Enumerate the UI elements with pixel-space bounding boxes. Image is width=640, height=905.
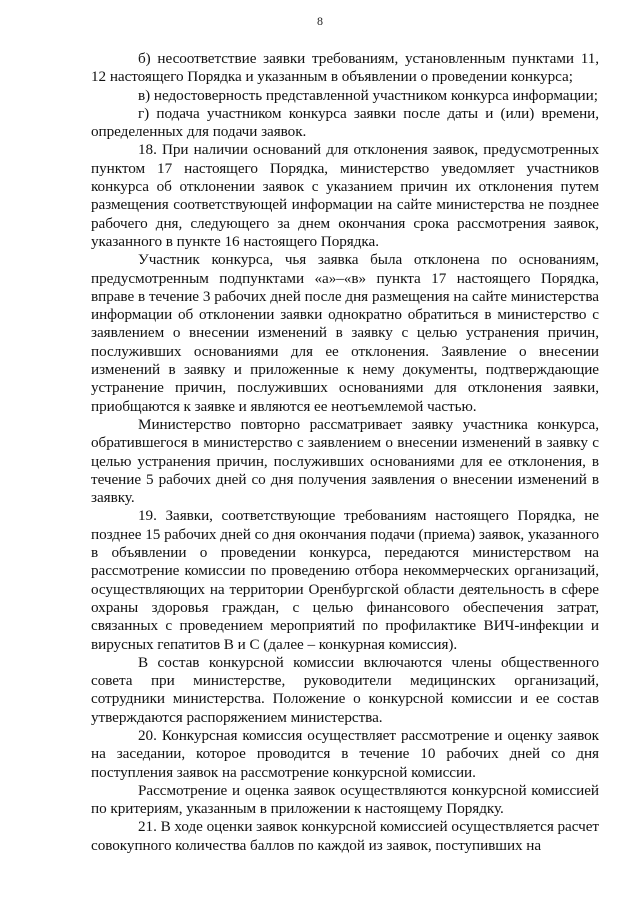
paragraph: г) подача участником конкурса заявки после даты и (или) времени, определенных для подачи заявок. [91, 104, 599, 141]
paragraph: в) недостоверность представленной участником конкурса информации; [138, 86, 598, 104]
paragraph: б) несоответствие заявки требованиям, установленным пунктами 11, 12 настоящего Порядка и указанным в объявлении о проведении конкурса; [91, 50, 599, 86]
paragraph: Участник конкурса, чья заявка была отклонена по основаниям, предусмотренным подпунктами «а»–«в» пункта 17 настоящего Порядка, вправе в течение 3 рабочих дней после дня размещения на сайте министерства информации об отклонении заявки однократно обратиться в министерство с заявлением о внесении изменений в заявку с целью устранения причин, послуживших основаниями для ее отклонения. Заявление о внесении изменений в заявку и приложенные к нему документы, подтверждающие устранение причин, послуживших основаниями для отклонения заявки, приобщаются к заявке и являются ее неотъемлемой частью. [91, 251, 599, 415]
paragraph: 18. При наличии оснований для отклонения заявок, предусмотренных пунктом 17 настоящего Порядка, министерство уведомляет участников конкурса об отклонении заявок с указанием причин их отклонения путем размещения соответствующей информации на сайте министерства не позднее рабочего дня, следующего за днем окончания срока рассмотрения заявок, указанного в пункте 16 настоящего Порядка. [91, 141, 599, 250]
paragraph: 21. В ходе оценки заявок конкурсной комиссией осуществляется расчет совокупного количества баллов по каждой из заявок, поступивших на [91, 818, 599, 854]
paragraph: В состав конкурсной комиссии включаются члены общественного совета при министерстве, руководители медицинских организаций, сотрудники министерства. Положение о конкурсной комиссии и ее состав утверждаются распоряжением министерства. [91, 653, 599, 726]
page-number: 8 [317, 14, 323, 28]
paragraph: Министерство повторно рассматривает заявку участника конкурса, обратившегося в министерство с заявлением о внесении изменений в заявку с целью устранения причин, послуживших основаниями для ее отклонения, в течение 5 рабочих дней со дня получения заявления о внесении изменений в заявку. [91, 415, 599, 507]
document-body [91, 50, 599, 855]
paragraph: 20. Конкурсная комиссия осуществляет рассмотрение и оценку заявок на заседании, которое проводится в течение 10 рабочих дней со дня поступления заявок на рассмотрение конкурсной комиссии. [91, 726, 599, 781]
paragraph: 19. Заявки, соответствующие требованиям настоящего Порядка, не позднее 15 рабочих дней со дня окончания подачи (приема) заявок, указанного в объявлении о проведении конкурса, передаются министерством на рассмотрение комиссии по проведению отбора некоммерческих организаций, осуществляющих на территории Оренбургской области деятельность в сфере охраны здоровья граждан, с целью финансового обеспечения затрат, связанных с проведением мероприятий по профилактике ВИЧ-инфекции и вирусных гепатитов В и С (далее – конкурная комиссия). [91, 507, 599, 653]
paragraph: Рассмотрение и оценка заявок осуществляются конкурсной комиссией по критериям, указанным в приложении к настоящему Порядку. [91, 781, 599, 818]
